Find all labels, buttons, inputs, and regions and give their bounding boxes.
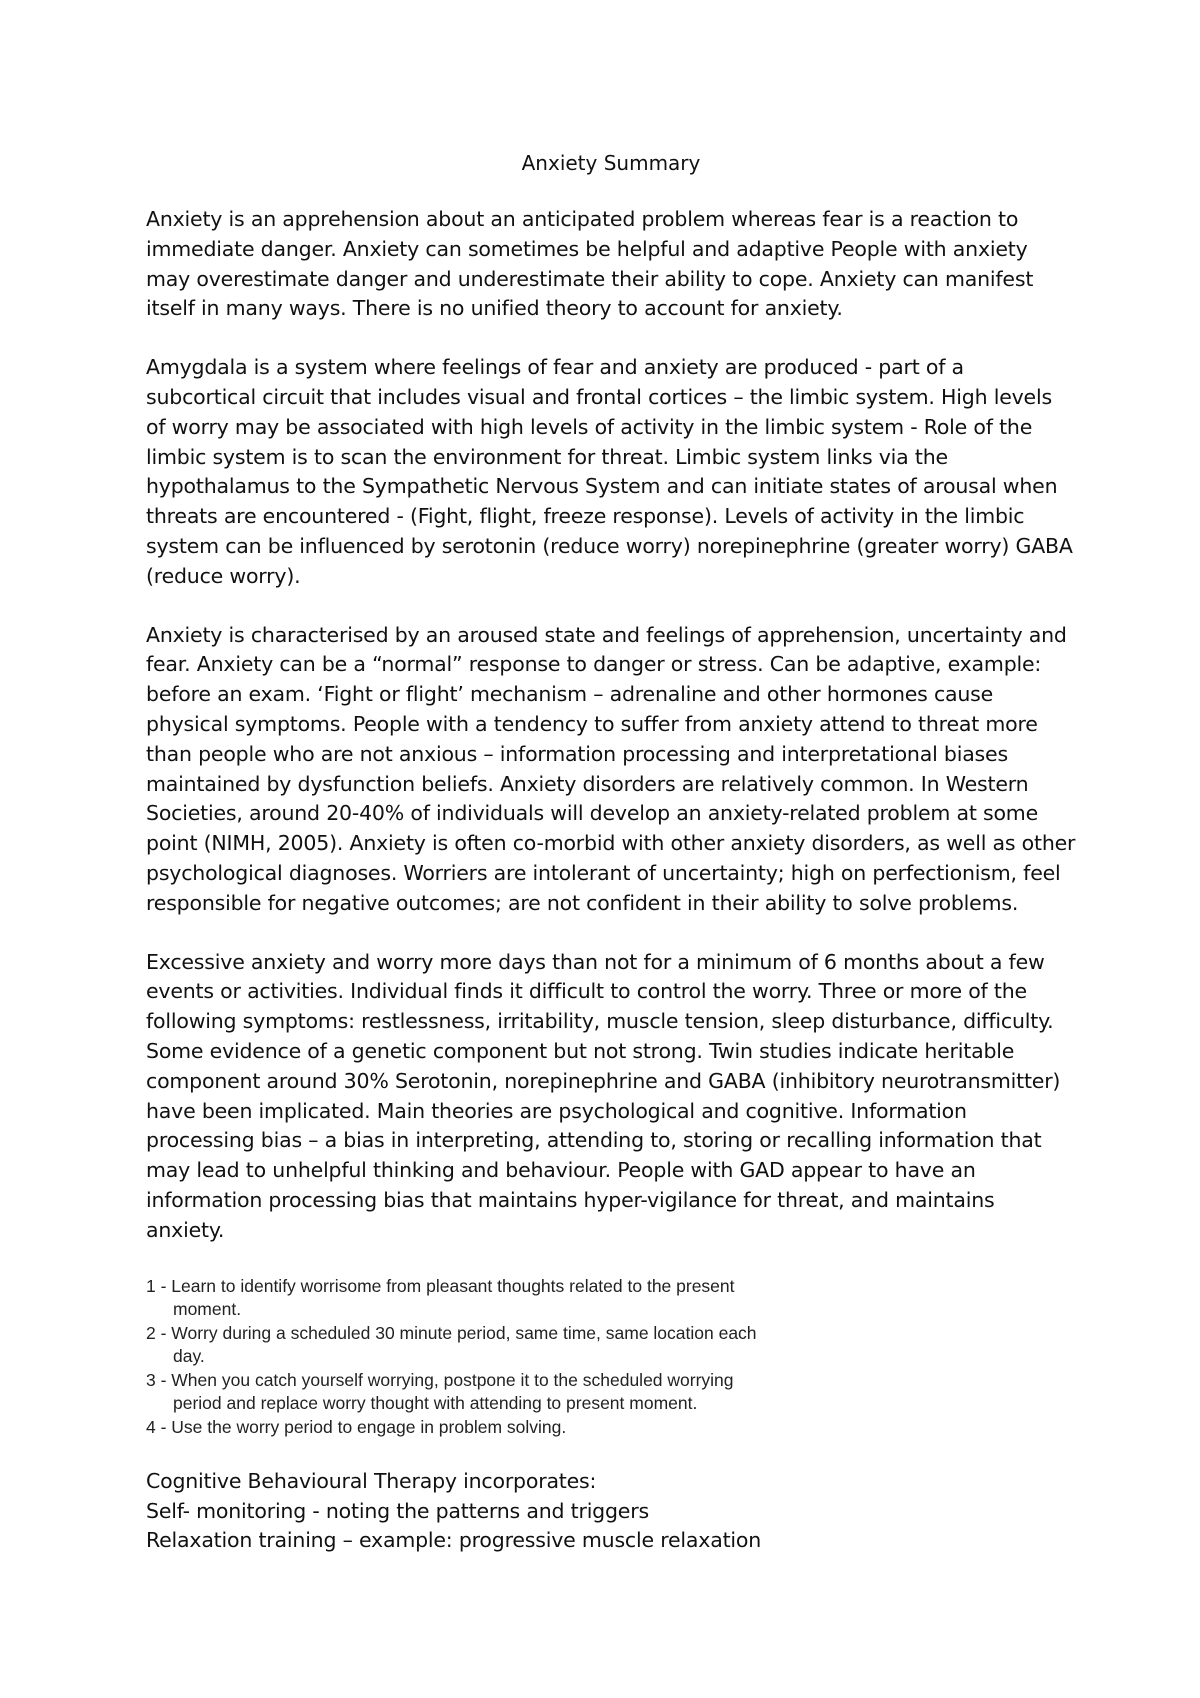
paragraph-amygdala: Amygdala is a system where feelings of fear and anxiety are produced - part of a subcortical circuit that includes visual and frontal cortices – the limbic system. High levels of worry may be associated with high levels of activity in the limbic system - Role of the limbic system is to scan the environment for threat. Limbic system links via the hypothalamus to the Sympathetic Nervous System and can initiate states of arousal when threats are encountered - (Fight, flight, freeze response). Levels of activity in the limbic system can be influenced by serotonin (reduce worry) norepinephrine (greater worry) GABA (reduce worry). (146, 355, 1073, 588)
list-item: 1 - Learn to identify worrisome from pleasant thoughts related to the present moment. (146, 1275, 735, 1319)
cbt-heading: Cognitive Behavioural Therapy incorporates: (146, 1469, 597, 1493)
worry-steps-list (146, 1275, 766, 1440)
document-title: Anxiety Summary (521, 151, 701, 175)
list-item: 2 - Worry during a scheduled 30 minute period, same time, same location each day. (146, 1322, 757, 1366)
cbt-self-monitoring: Self- monitoring - noting the patterns and triggers (146, 1498, 649, 1523)
cbt-relaxation-training: Relaxation training – example: progressive muscle relaxation (146, 1528, 762, 1552)
list-item: 3 - When you catch yourself worrying, postpone it to the scheduled worrying period and replace worry thought with attending to present moment. (146, 1369, 734, 1413)
list-item: 4 - Use the worry period to engage in problem solving. (146, 1416, 567, 1437)
document-content (146, 148, 1076, 1556)
paragraph-characteristics: Anxiety is characterised by an aroused state and feelings of apprehension, uncertainty and fear. Anxiety can be a “normal” response to danger or stress. Can be adaptive, example: before an exam. ‘Fight or flight’ mechanism – adrenaline and other hormones cause physical symptoms. People with a tendency to suffer from anxiety attend to threat more than people who are not anxious – information processing and interpretational biases maintained by dysfunction beliefs. Anxiety disorders are relatively common. In Western Societies, around 20-40% of individuals will develop an anxiety-related problem at some point (NIMH, 2005). Anxiety is often co-morbid with other anxiety disorders, as well as other psychological diagnoses. Worriers are intolerant of uncertainty; high on perfectionism, feel responsible for negative outcomes; are not confident in their ability to solve problems. (146, 622, 1076, 915)
cbt-section (146, 1467, 1076, 1556)
paragraph-gad: Excessive anxiety and worry more days than not for a minimum of 6 months about a few events or activities. Individual finds it difficult to control the worry. Three or more of the following symptoms: restlessness, irritability, muscle tension, sleep disturbance, difficulty. Some evidence of a genetic component but not strong. Twin studies indicate heritable component around 30% Serotonin, norepinephrine and GABA (inhibitory neurotransmitter) have been implicated. Main theories are psychological and cognitive. Information processing bias – a bias in interpreting, attending to, storing or recalling information that may lead to unhelpful thinking and behaviour. People with GAD appear to have an information processing bias that maintains hyper-vigilance for threat, and maintains anxiety. (146, 949, 1061, 1242)
paragraph-definition: Anxiety is an apprehension about an anticipated problem whereas fear is a reaction to immediate danger. Anxiety can sometimes be helpful and adaptive People with anxiety may overestimate danger and underestimate their ability to cope. Anxiety can manifest itself in many ways. There is no unified theory to account for anxiety. (146, 207, 1034, 321)
